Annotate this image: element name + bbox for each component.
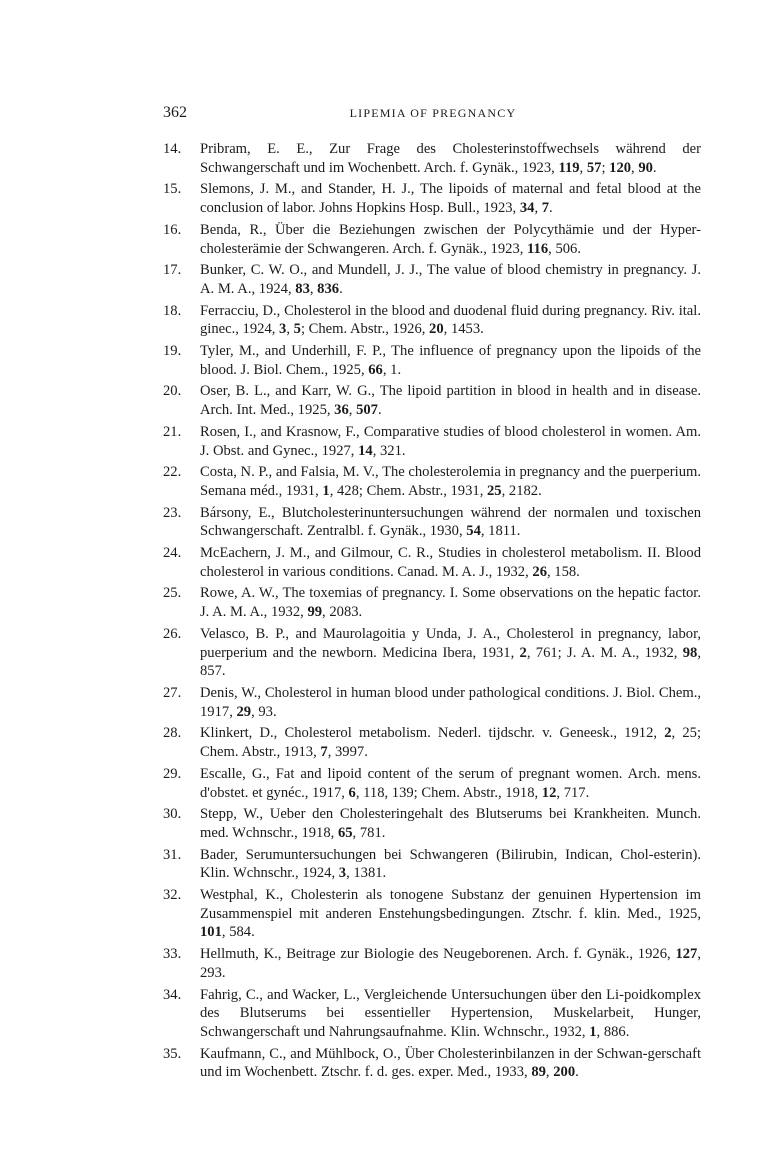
reference-volume: 507: [356, 402, 378, 419]
reference-fragment: , 1.: [382, 361, 402, 378]
reference-text: [200, 342, 701, 379]
reference-number: 24.: [163, 545, 182, 562]
reference-item: [163, 221, 701, 258]
reference-volume: 90: [638, 159, 653, 176]
reference-fragment: Denis, W., Cholesterol in human blood under pathological conditions. J. Biol. Chem., 1917,: [200, 684, 701, 720]
reference-fragment: , 293.: [200, 946, 701, 981]
reference-volume: 29: [236, 703, 252, 720]
reference-list: [163, 140, 701, 1085]
reference-fragment: , 584.: [221, 924, 255, 941]
reference-item: [163, 765, 701, 802]
reference-fragment: Kaufmann, C., and Mühlbock, O., Über Cholesterinbilanzen in der Schwan-gerschaft und im Wochenbett. Ztschr. f. d. ges. exper. Med., 1933,: [200, 1045, 701, 1081]
reference-volume: 98: [682, 644, 698, 661]
reference-number: 27.: [163, 684, 182, 701]
reference-volume: 12: [541, 784, 557, 801]
reference-fragment: , 781.: [352, 824, 386, 841]
reference-volume: 3: [279, 321, 287, 338]
reference-volume: 2: [664, 725, 672, 742]
running-title: LIPEMIA OF PREGNANCY: [349, 106, 517, 120]
reference-volume: 36: [334, 402, 349, 419]
reference-item: [163, 302, 701, 339]
reference-number: 18.: [163, 302, 182, 319]
reference-fragment: Pribram, E. E., Zur Frage des Cholesterinstoffwechsels während der Schwangerschaft und im Wochenbett. Arch. f. Gynäk., 1923,: [200, 141, 701, 176]
reference-volume: 200: [553, 1064, 576, 1081]
reference-number: 17.: [163, 262, 182, 279]
reference-number: 26.: [163, 625, 182, 642]
reference-volume: 2: [519, 644, 527, 661]
reference-text: [200, 945, 701, 982]
reference-number: 33.: [163, 946, 182, 963]
reference-volume: 20: [429, 321, 444, 338]
reference-volume: 6: [348, 784, 356, 801]
reference-fragment: Fahrig, C., and Wacker, L., Vergleichende Untersuchungen über den Li-poidkomplex des Blutserums bei essentieller Hypertension, Muskelarbeit, Hunger, Schwangerschaft und Nahrungsaufnahme. Klin. Wchnschr., 1932,: [200, 986, 701, 1040]
reference-fragment: Bader, Serumuntersuchungen bei Schwangeren (Bilirubin, Indican, Chol-esterin). Klin. Wchnschr., 1924,: [200, 846, 701, 882]
reference-fragment: , 25; Chem. Abstr., 1913,: [200, 725, 702, 761]
page-number: 362: [163, 104, 187, 121]
reference-fragment: ,: [545, 1064, 554, 1081]
reference-fragment: Velasco, B. P., and Maurolagoitia y Unda, J. A., Cholesterol in pregnancy, labor, puerperium and the newborn. Medicina Ibera, 1931,: [200, 625, 701, 661]
reference-volume: 1: [589, 1023, 597, 1040]
reference-number: 30.: [163, 806, 182, 823]
reference-fragment: .: [377, 402, 382, 419]
reference-fragment: Ferracciu, D., Cholesterol in the blood and duodenal fluid during pregnancy. Riv. ital. ginec., 1924,: [200, 302, 701, 338]
reference-text: [200, 986, 701, 1042]
reference-item: [163, 584, 701, 621]
reference-fragment: , 158.: [546, 563, 580, 580]
reference-fragment: , 506.: [548, 240, 581, 257]
reference-fragment: Rosen, I., and Krasnow, F., Comparative studies of blood cholesterol in women. Am. J. Obst. and Gynec., 1927,: [200, 423, 701, 459]
reference-item: [163, 986, 701, 1042]
reference-fragment: Benda, R., Über die Beziehungen zwischen der Polycythämie und der Hyper-cholesterämie der Schwangeren. Arch. f. Gynäk., 1923,: [200, 221, 701, 257]
reference-fragment: , 2182.: [501, 482, 542, 499]
reference-fragment: McEachern, J. M., and Gilmour, C. R., Studies in cholesterol metabolism. II. Blood cholesterol in various conditions. Canad. M. A. J., 1932,: [200, 545, 701, 580]
reference-text: [200, 625, 701, 681]
reference-item: [163, 846, 701, 883]
reference-fragment: Rowe, A. W., The toxemias of pregnancy. I. Some observations on the hepatic factor. J. A. M. A., 1932,: [200, 585, 701, 621]
reference-volume: 119: [558, 159, 580, 176]
reference-fragment: Slemons, J. M., and Stander, H. J., The lipoids of maternal and fetal blood at the conclusion of labor. Johns Hopkins Hosp. Bull., 1923,: [200, 181, 701, 217]
reference-volume: 1: [322, 482, 330, 499]
reference-text: [200, 684, 701, 721]
reference-volume: 34: [519, 200, 535, 217]
reference-fragment: , 1453.: [443, 321, 484, 338]
reference-text: [200, 584, 701, 621]
reference-volume: 3: [338, 865, 347, 882]
reference-item: [163, 382, 701, 419]
reference-number: 20.: [163, 383, 182, 400]
reference-volume: 54: [466, 523, 481, 540]
reference-number: 29.: [163, 765, 182, 782]
reference-fragment: ,: [348, 402, 357, 419]
reference-volume: 116: [527, 240, 549, 257]
reference-volume: 120: [609, 159, 632, 176]
reference-item: [163, 544, 701, 581]
reference-fragment: , 761; J. A. M. A., 1932,: [526, 644, 683, 661]
reference-volume: 65: [337, 824, 353, 841]
reference-item: [163, 886, 701, 942]
reference-volume: 101: [200, 924, 222, 941]
reference-fragment: ,: [286, 321, 294, 338]
reference-volume: 89: [531, 1064, 546, 1081]
reference-number: 23.: [163, 504, 182, 521]
reference-number: 22.: [163, 464, 182, 481]
reference-text: [200, 805, 701, 842]
reference-number: 19.: [163, 343, 182, 360]
reference-fragment: Hellmuth, K., Beitrage zur Biologie des Neugeborenen. Arch. f. Gynäk., 1926,: [200, 946, 676, 963]
reference-fragment: , 717.: [556, 784, 590, 801]
reference-item: [163, 423, 701, 460]
reference-text: [200, 886, 701, 942]
reference-item: [163, 180, 701, 217]
reference-fragment: ,: [534, 200, 542, 217]
reference-volume: 26: [532, 563, 547, 580]
reference-number: 16.: [163, 221, 182, 238]
reference-fragment: Klinkert, D., Cholesterol metabolism. Nederl. tijdschr. v. Geneesk., 1912,: [200, 725, 665, 742]
reference-number: 31.: [163, 846, 182, 863]
reference-item: [163, 724, 701, 761]
reference-fragment: Westphal, K., Cholesterin als tonogene Substanz der genuinen Hypertension im Zusammenspiel mit anderen Enstehungsbedingungen. Ztschr. f. klin. Med., 1925,: [200, 887, 701, 922]
reference-fragment: , 93.: [251, 703, 277, 720]
reference-fragment: , 118, 139; Chem. Abstr., 1918,: [355, 784, 542, 801]
reference-text: [200, 302, 701, 339]
reference-fragment: ;: [601, 159, 610, 176]
reference-fragment: , 3997.: [327, 744, 368, 761]
reference-fragment: Stepp, W., Ueber den Cholesteringehalt des Blutserums bei Krankheiten. Munch. med. Wchnschr., 1918,: [200, 806, 701, 841]
reference-fragment: Oser, B. L., and Karr, W. G., The lipoid partition in blood in health and in disease. Arch. Int. Med., 1925,: [200, 383, 701, 419]
reference-item: [163, 261, 701, 298]
reference-fragment: ,: [579, 159, 587, 176]
reference-number: 14.: [163, 141, 182, 157]
reference-fragment: .: [549, 200, 553, 217]
reference-volume: 99: [307, 604, 323, 621]
reference-text: [200, 423, 701, 460]
reference-text: [200, 504, 701, 541]
reference-volume: 5: [293, 321, 301, 338]
reference-fragment: , 857.: [200, 644, 701, 680]
reference-text: [200, 765, 701, 802]
reference-item: [163, 1045, 701, 1082]
page-header: [163, 104, 703, 126]
reference-number: 21.: [163, 423, 182, 440]
reference-number: 35.: [163, 1045, 182, 1062]
reference-volume: 7: [541, 200, 550, 217]
reference-volume: 127: [675, 946, 698, 963]
reference-text: [200, 544, 701, 581]
reference-fragment: Costa, N. P., and Falsia, M. V., The cholesterolemia in pregnancy and the puerperium. Semana méd., 1931,: [200, 464, 701, 499]
reference-fragment: Tyler, M., and Underhill, F. P., The influence of pregnancy upon the lipoids of the blood. J. Biol. Chem., 1925,: [200, 343, 701, 378]
reference-fragment: Escalle, G., Fat and lipoid content of the serum of pregnant women. Arch. mens. d'obstet. et gynéc., 1917,: [200, 765, 701, 801]
reference-volume: 83: [295, 280, 310, 297]
reference-item: [163, 463, 701, 500]
reference-fragment: Bársony, E., Blutcholesterinuntersuchungen während der normalen und toxischen Schwangerschaft. Zentralbl. f. Gynäk., 1930,: [200, 504, 701, 540]
reference-fragment: ,: [631, 159, 639, 176]
reference-number: 25.: [163, 585, 182, 602]
reference-volume: 57: [586, 159, 602, 176]
reference-number: 34.: [163, 986, 182, 1003]
reference-number: 32.: [163, 887, 182, 904]
reference-fragment: ,: [309, 280, 318, 297]
reference-fragment: , 886.: [596, 1023, 630, 1040]
reference-text: [200, 140, 701, 177]
reference-volume: 14: [358, 442, 373, 459]
reference-text: [200, 463, 701, 500]
reference-text: [200, 846, 701, 883]
reference-text: [200, 1045, 701, 1082]
reference-number: 28.: [163, 725, 182, 742]
reference-fragment: , 1381.: [346, 865, 387, 882]
reference-text: [200, 221, 701, 258]
reference-item: [163, 342, 701, 379]
reference-item: [163, 504, 701, 541]
reference-number: 15.: [163, 181, 182, 198]
reference-fragment: , 2083.: [322, 604, 363, 621]
reference-fragment: , 428; Chem. Abstr., 1931,: [329, 482, 487, 499]
reference-item: [163, 684, 701, 721]
reference-fragment: ; Chem. Abstr., 1926,: [300, 321, 430, 338]
reference-fragment: .: [575, 1064, 579, 1081]
reference-fragment: , 1811.: [480, 523, 521, 540]
reference-volume: 7: [320, 744, 328, 761]
reference-fragment: .: [652, 159, 657, 176]
reference-item: [163, 140, 701, 177]
reference-volume: 66: [368, 361, 383, 378]
reference-item: [163, 625, 701, 681]
reference-fragment: , 321.: [372, 442, 406, 459]
reference-item: [163, 805, 701, 842]
reference-volume: 25: [487, 482, 502, 499]
reference-volume: 836: [317, 280, 340, 297]
reference-fragment: Bunker, C. W. O., and Mundell, J. J., The value of blood chemistry in pregnancy. J. A. M. A., 1924,: [200, 262, 701, 297]
reference-fragment: .: [339, 280, 343, 297]
reference-text: [200, 180, 701, 217]
reference-text: [200, 724, 701, 761]
reference-item: [163, 945, 701, 982]
reference-text: [200, 382, 701, 419]
reference-text: [200, 261, 701, 298]
